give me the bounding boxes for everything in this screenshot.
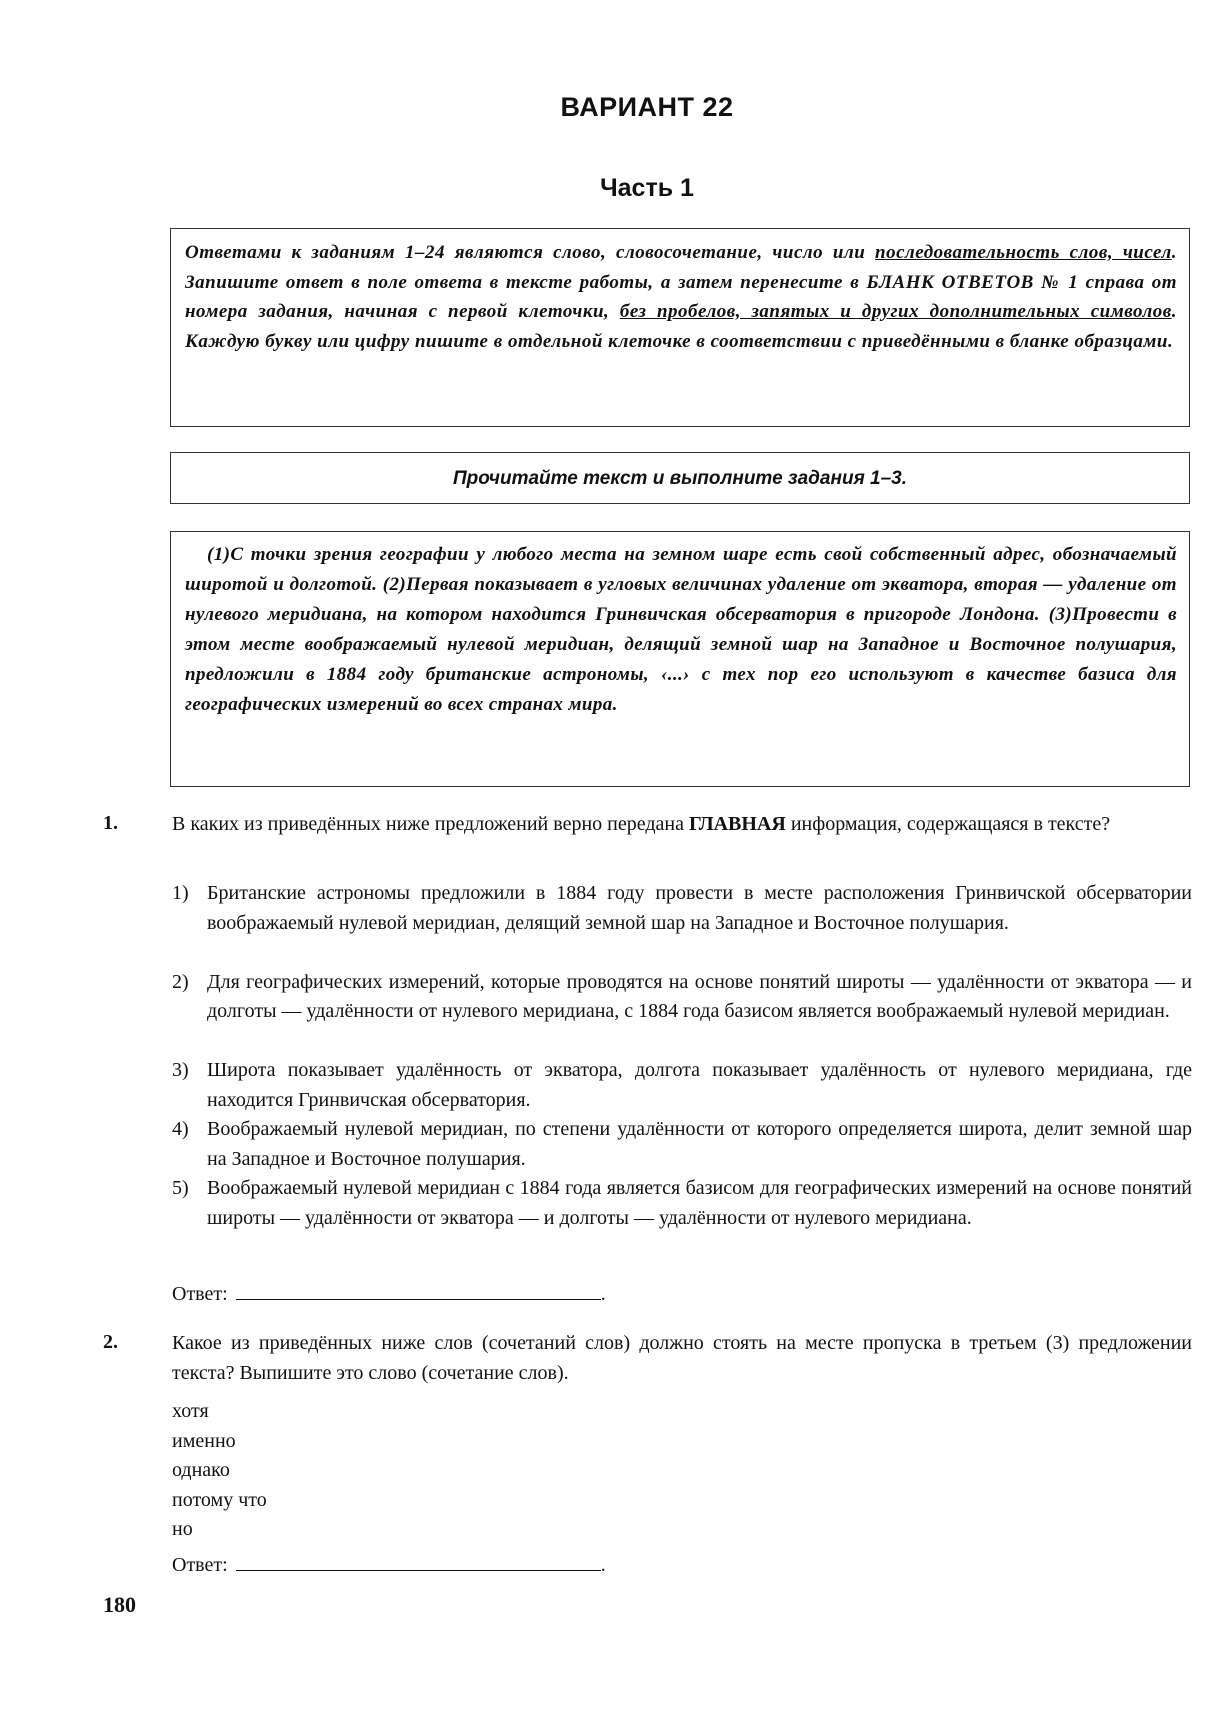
option-1 — [172, 879, 1192, 968]
question-1-text-before: В каких из приведённых ниже предложений верно передана — [172, 813, 689, 835]
answer-input-line[interactable] — [236, 1281, 601, 1300]
question-2-answer — [172, 1552, 606, 1577]
word-option: однако — [172, 1459, 230, 1481]
option-4-number: 4) — [172, 1118, 189, 1140]
question-1-answer — [172, 1281, 606, 1306]
question-1-text — [172, 810, 1192, 840]
question-2-word-list — [172, 1397, 267, 1545]
option-3 — [172, 1056, 1192, 1115]
question-1-text-after: информация, содержащаяся в тексте? — [785, 813, 1111, 835]
option-4-text: Воображаемый нулевой меридиан, по степени удалённости от которого определяется широта, делит земной шар на Западное и Восточное полушария. — [207, 1118, 1192, 1170]
word-option: именно — [172, 1429, 236, 1452]
option-2 — [172, 968, 1192, 1057]
instructions-text-2: . Запишите ответ в поле ответа в тексте работы, а затем перенесите в БЛАНК ОТВЕТОВ № 1 справа от номера задания, начиная с первой клеточки, — [185, 242, 1177, 322]
word-option: хотя — [172, 1400, 209, 1422]
variant-title: ВАРИАНТ 22 — [560, 92, 734, 122]
answer-end: . — [600, 1283, 606, 1305]
read-task-text: Прочитайте текст и выполните задания 1–3. — [452, 468, 908, 489]
option-5 — [172, 1174, 1192, 1233]
option-2-number: 2) — [172, 970, 189, 993]
option-1-text: Британские астрономы предложили в 1884 году провести в месте расположения Гринвичской обсерватории воображаемый нулевой меридиан, делящий земной шар на Западное и Восточное полушария. — [207, 882, 1192, 934]
answer-input-line[interactable] — [236, 1552, 601, 1571]
word-option: но — [172, 1518, 193, 1540]
instructions-box — [170, 228, 1190, 427]
part-title: Часть 1 — [600, 174, 694, 202]
answer-end: . — [600, 1554, 606, 1576]
instructions-underline-2: без пробелов, запятых и других дополнительных символов — [619, 301, 1172, 322]
instructions-underline-1: последовательность слов, чисел — [875, 242, 1172, 263]
question-1-text-bold: ГЛАВНАЯ — [688, 813, 786, 835]
instructions-text-3: . Каждую букву или цифру пишите в отдельной клеточке в соответствии с приведёнными в бланке образцами. — [185, 301, 1178, 352]
option-3-number: 3) — [172, 1059, 189, 1081]
instructions-text-1: Ответами к заданиям 1–24 являются слово, словосочетание, число или — [185, 242, 876, 263]
question-2-number: 2. — [103, 1331, 118, 1353]
option-5-text: Воображаемый нулевой меридиан с 1884 года является базисом для географических измерений на основе понятий широты — удалённости от экватора — и долготы — удалённости от нулевого меридиана. — [207, 1177, 1192, 1229]
read-task-box — [170, 452, 1190, 504]
answer-label: Ответ: — [172, 1283, 228, 1305]
question-2-text: Какое из приведённых ниже слов (сочетаний слов) должно стоять на месте пропуска в третьем (3) предложении текста? Выпишите это слово (сочетание слов). — [172, 1332, 1192, 1384]
passage-text: (1)С точки зрения географии у любого места на земном шаре есть свой собственный адрес, обозначаемый широтой и долготой. (2)Первая показывает в угловых величинах удаление от экватора, вторая — удаление от нулевого меридиана, на котором находится Гринвичская обсерватория в пригороде Лондона. (3)Провести в этом месте воображаемый нулевой меридиан, делящий земной шар на Западное и Восточное полушария, предложили в 1884 году британские астрономы, ‹...› с тех пор его используют в качестве базиса для географических измерений во всех странах мира. — [185, 544, 1177, 715]
option-5-number: 5) — [172, 1177, 189, 1199]
word-option: потому что — [172, 1488, 267, 1511]
option-1-number: 1) — [172, 882, 189, 904]
answer-label: Ответ: — [172, 1554, 228, 1576]
option-4 — [172, 1115, 1192, 1174]
passage-box — [170, 531, 1190, 787]
question-1-options — [172, 879, 1192, 1233]
question-1-number: 1. — [103, 812, 118, 834]
page-number: 180 — [103, 1592, 136, 1617]
option-3-text: Широта показывает удалённость от экватора, долгота показывает удалённость от нулевого меридиана, где находится Гринвичская обсерватория. — [207, 1059, 1192, 1111]
option-2-text: Для географических измерений, которые проводятся на основе понятий широты — удалённости от экватора — и долготы — удалённости от нулевого меридиана, с 1884 года базисом является воображаемый нулевой меридиан. — [207, 970, 1192, 1022]
